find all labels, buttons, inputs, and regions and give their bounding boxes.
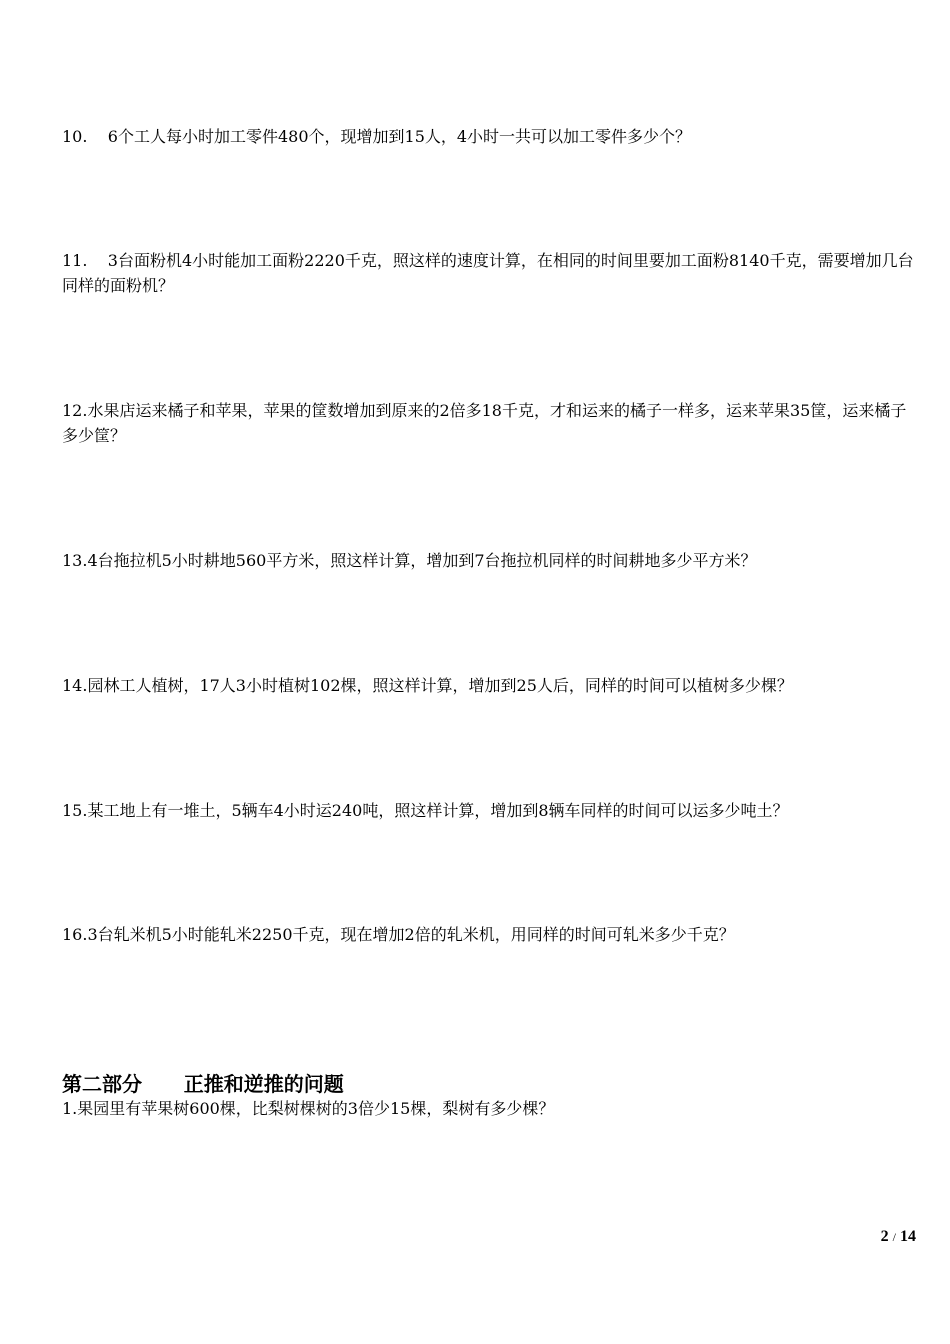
page-total: 14 [900, 1228, 916, 1245]
question-16: 16.3台轧米机5小时能轧米2250千克，现在增加2倍的轧米机，用同样的时间可轧米多少千克？ [62, 925, 735, 944]
page-separator: / [892, 1230, 896, 1244]
question-14: 14.园林工人植树，17人3小时植树102棵，照这样计算，增加到25人后，同样的时间可以植树多少棵？ [62, 676, 793, 695]
page-number [881, 1228, 916, 1246]
section-question-1: 1.果园里有苹果树600棵，比梨树棵树的3倍少15棵，梨树有多少棵？ [62, 1099, 555, 1118]
page-current: 2 [880, 1228, 889, 1245]
question-11: 11. 3台面粉机4小时能加工面粉2220千克，照这样的速度计算，在相同的时间里要加工面粉8140千克，需要增加几台同样的面粉机？ [62, 251, 914, 295]
section-title: 第二部分 正推和逆推的问题 [62, 1072, 344, 1096]
question-12: 12.水果店运来橘子和苹果，苹果的筐数增加到原来的2倍多18千克，才和运来的橘子一样多，运来苹果35筐，运来橘子多少筐？ [62, 401, 907, 445]
question-10: 10. 6个工人每小时加工零件480个，现增加到15人，4小时一共可以加工零件多少个？ [62, 127, 692, 146]
question-15: 15.某工地上有一堆土，5辆车4小时运240吨，照这样计算，增加到8辆车同样的时间可以运多少吨土？ [62, 801, 789, 820]
question-13: 13.4台拖拉机5小时耕地560平方米，照这样计算，增加到7台拖拉机同样的时间耕地多少平方米？ [62, 551, 757, 570]
